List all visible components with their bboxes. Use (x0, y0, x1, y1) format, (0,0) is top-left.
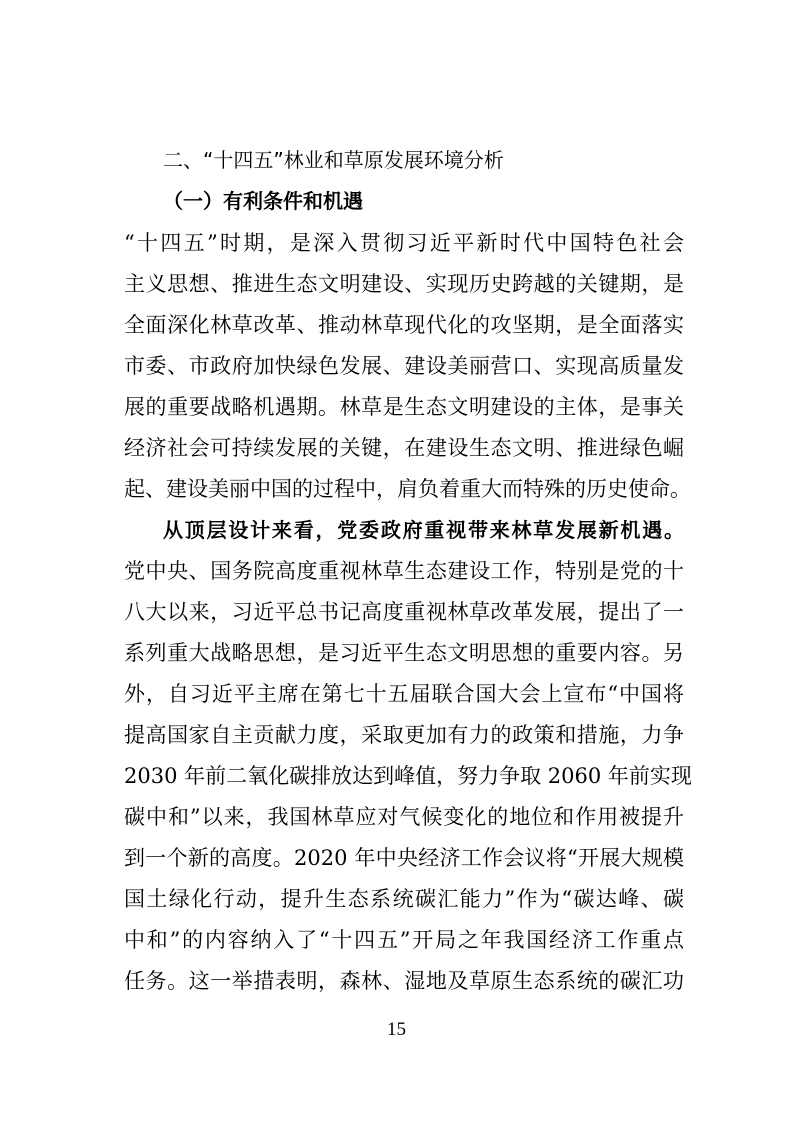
text-line: 经济社会可持续发展的关键，在建设生态文明、推进绿色崛 (124, 436, 684, 460)
text-line: 起、建设美丽中国的过程中，肩负着重大而特殊的历史使命。 (124, 477, 691, 501)
text-line: “十四五”时期，是深入贯彻习近平新时代中国特色社会 (124, 231, 684, 255)
text-line: 全面深化林草改革、推动林草现代化的攻坚期，是全面落实 (124, 313, 684, 337)
page-number: 15 (387, 1019, 406, 1040)
text-line: 中和”的内容纳入了“十四五”开局之年我国经济工作重点 (124, 928, 684, 952)
text-line: 碳中和”以来，我国林草应对气候变化的地位和作用被提升 (124, 805, 684, 829)
bold-lead-sentence: 从顶层设计来看，党委政府重视带来林草发展新机遇。 (163, 518, 684, 542)
text-line: 展的重要战略机遇期。林草是生态文明建设的主体，是事关 (124, 395, 684, 419)
text-line: 市委、市政府加快绿色发展、建设美丽营口、实现高质量发 (124, 354, 684, 378)
text-line: 国土绿化行动，提升生态系统碳汇能力”作为“碳达峰、碳 (124, 887, 684, 911)
text-line: 到一个新的高度。2020 年中央经济工作会议将“开展大规模 (124, 846, 684, 870)
text-line: 外，自习近平主席在第七十五届联合国大会上宣布“中国将 (124, 682, 684, 706)
text-line: 2030 年前二氧化碳排放达到峰值，努力争取 2060 年前实现 (124, 764, 692, 788)
subsection-heading: （一）有利条件和机遇 (163, 189, 363, 213)
text-line: 八大以来，习近平总书记高度重视林草改革发展，提出了一 (124, 600, 684, 624)
text-line: 提高国家自主贡献力度，采取更加有力的政策和措施，力争 (124, 723, 684, 747)
section-heading: 二、“十四五”林业和草原发展环境分析 (163, 148, 504, 172)
text-line: 党中央、国务院高度重视林草生态建设工作，特别是党的十 (124, 559, 684, 583)
text-line: 主义思想、推进生态文明建设、实现历史跨越的关键期，是 (124, 272, 684, 296)
text-line: 任务。这一举措表明，森林、湿地及草原生态系统的碳汇功 (124, 969, 684, 993)
text-line: 系列重大战略思想，是习近平生态文明思想的重要内容。另 (124, 641, 684, 665)
